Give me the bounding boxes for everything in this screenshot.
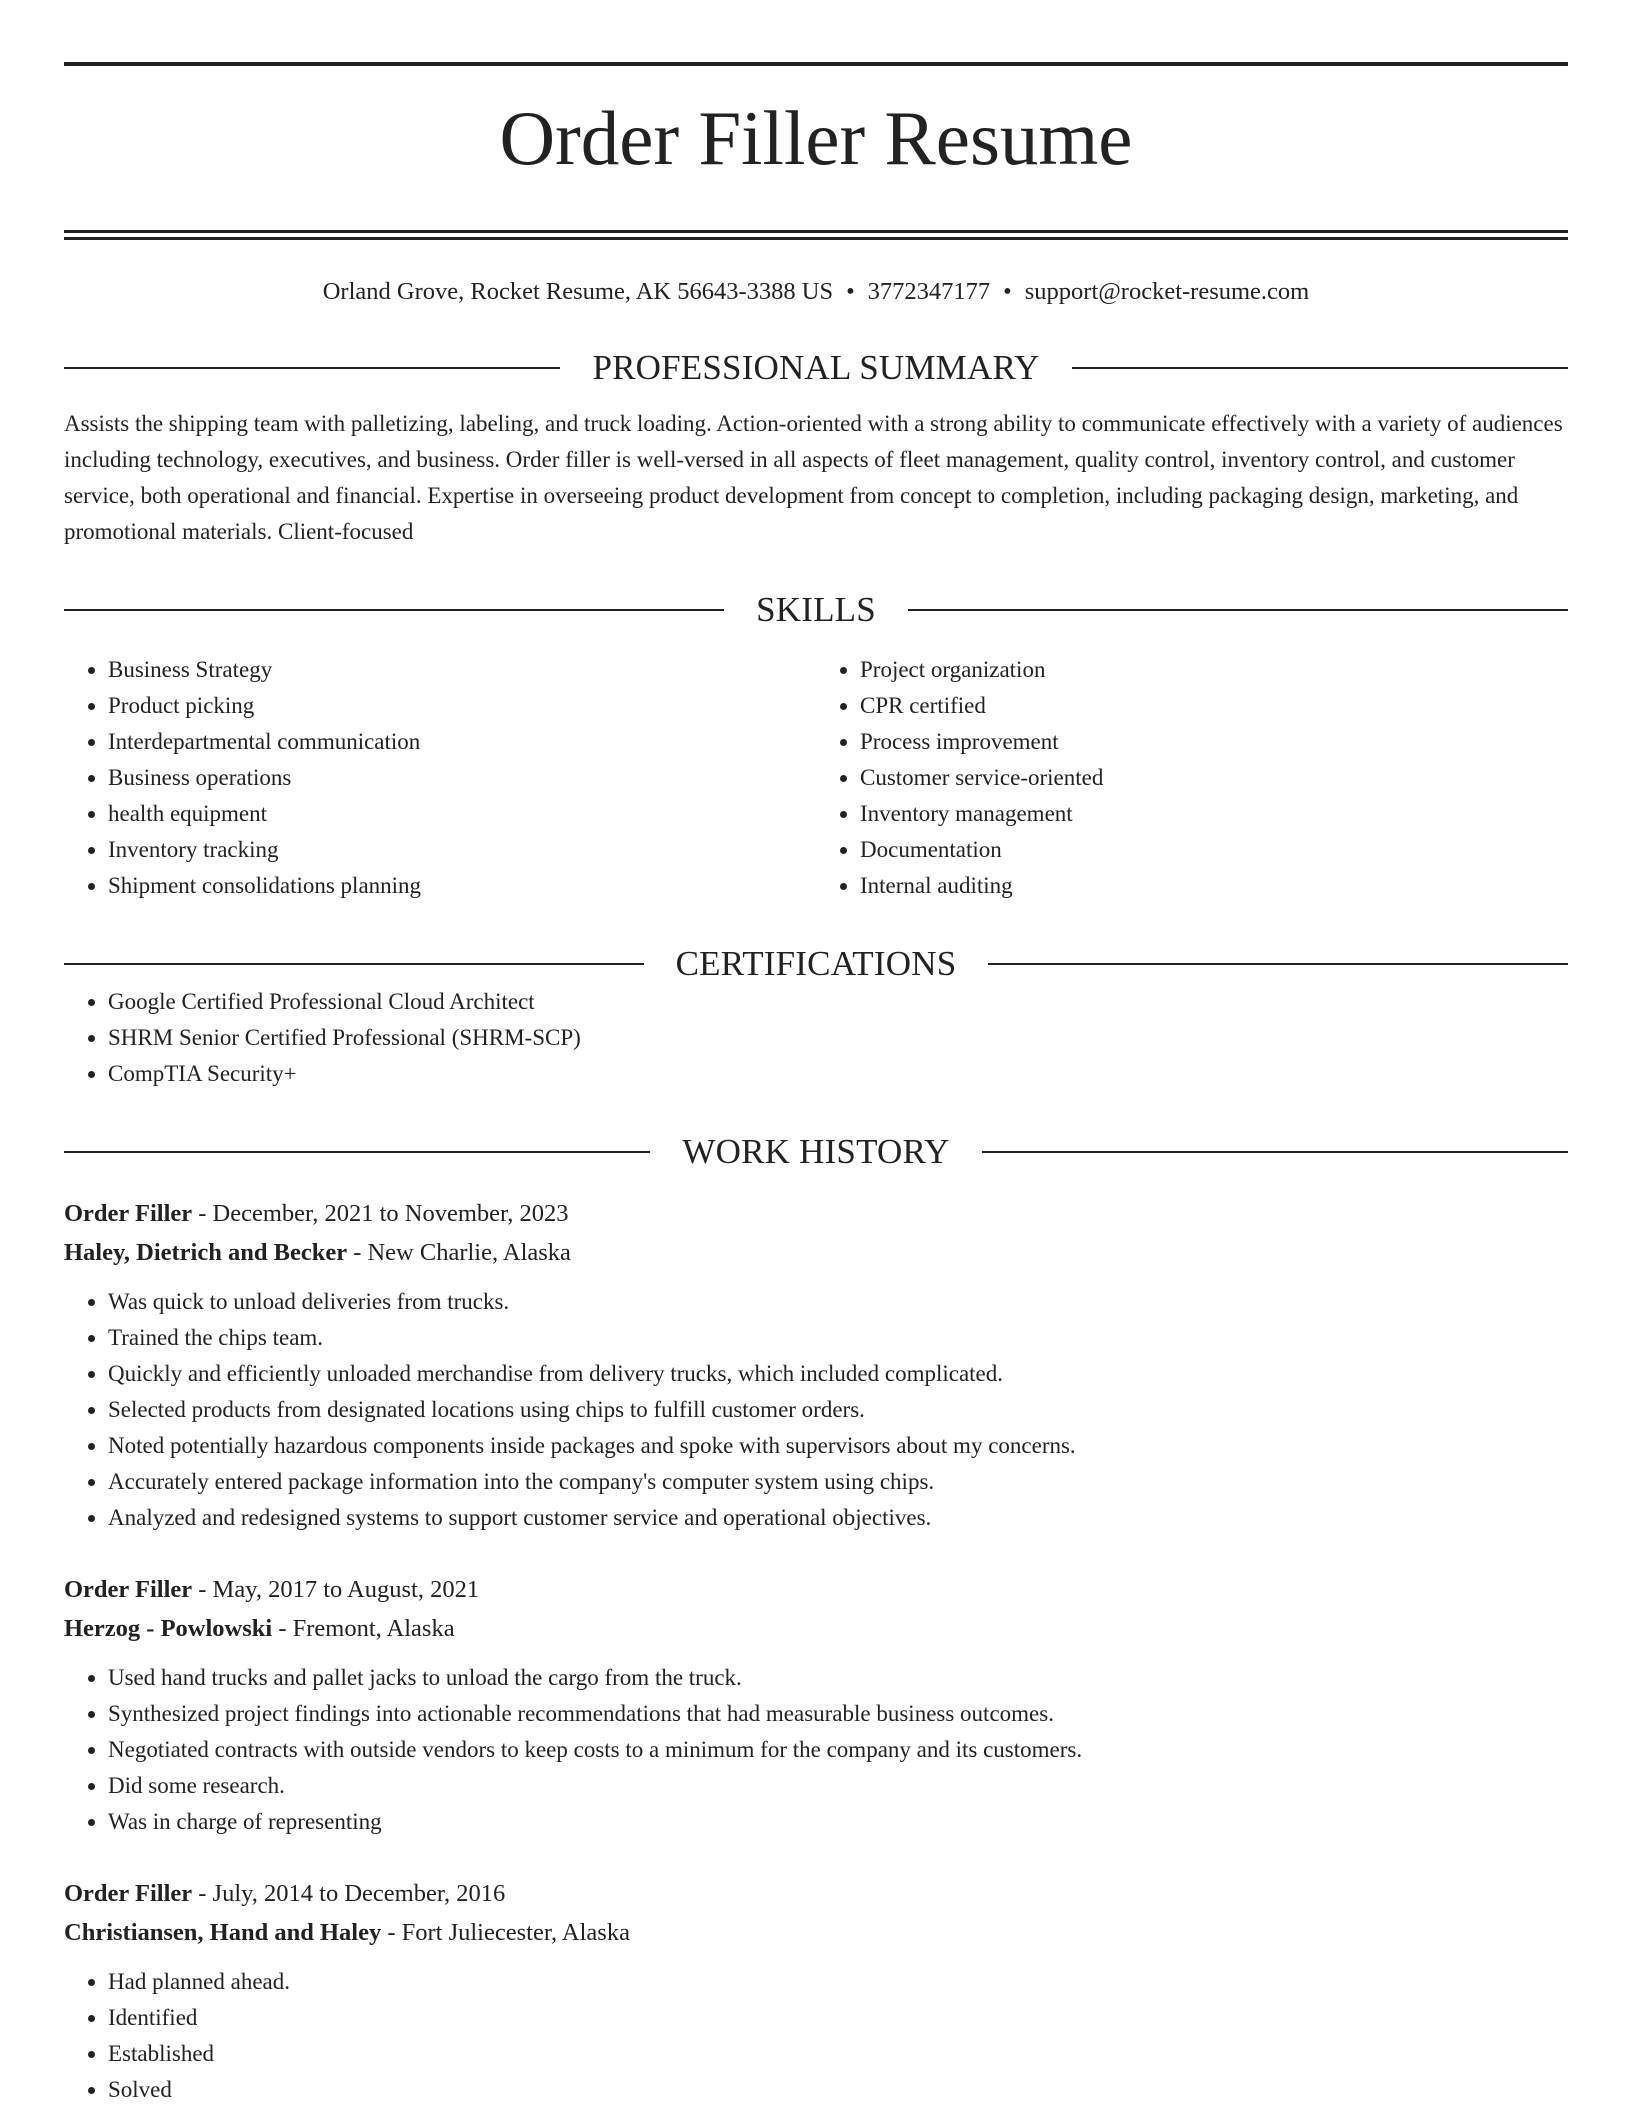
heading-rule-right <box>908 609 1568 611</box>
job-company: Herzog - Powlowski <box>64 1615 273 1642</box>
heading-rule-left <box>64 963 644 965</box>
skill-item: • Inventory tracking <box>108 832 816 868</box>
job-entry <box>64 1874 1568 2108</box>
job-duty-item: • Had planned ahead. <box>108 1964 1568 2000</box>
job-dates: - December, 2021 to November, 2023 <box>192 1200 569 1227</box>
job-location: - Fremont, Alaska <box>272 1615 455 1642</box>
certification-item: • Google Certified Professional Cloud Architect <box>108 984 1568 1020</box>
job-duty-item: • Quickly and efficiently unloaded merchandise from delivery trucks, which included complicated. <box>108 1356 1568 1392</box>
contact-phone: 3772347177 <box>867 278 991 305</box>
job-duty-item: • Analyzed and redesigned systems to support customer service and operational objectives. <box>108 1500 1568 1536</box>
skill-item: • Business operations <box>108 760 816 796</box>
skills-list <box>64 652 1568 904</box>
summary-heading <box>64 348 1568 388</box>
skill-item: • Inventory management <box>860 796 1568 832</box>
job-entry <box>64 1570 1568 1840</box>
contact-separator: • <box>846 278 855 305</box>
job-duty-item: • Solved <box>108 2072 1568 2108</box>
skill-item: • CPR certified <box>860 688 1568 724</box>
job-duties <box>64 1284 1568 1536</box>
job-dates: - May, 2017 to August, 2021 <box>192 1576 480 1603</box>
heading-rule-left <box>64 1151 650 1153</box>
skill-item: • health equipment <box>108 796 816 832</box>
skill-item: • Project organization <box>860 652 1568 688</box>
job-title-line <box>64 1874 1568 1913</box>
job-title: Order Filler <box>64 1576 193 1603</box>
top-rule <box>64 62 1568 66</box>
job-location: - New Charlie, Alaska <box>347 1239 571 1266</box>
job-duty-item: • Used hand trucks and pallet jacks to unload the cargo from the truck. <box>108 1660 1568 1696</box>
job-company-line <box>64 1913 1568 1952</box>
job-title: Order Filler <box>64 1880 193 1907</box>
certifications-heading-label: CERTIFICATIONS <box>675 944 957 983</box>
job-title-line <box>64 1570 1568 1609</box>
heading-rule-left <box>64 367 560 369</box>
job-title: Order Filler <box>64 1200 193 1227</box>
job-duty-item: • Established <box>108 2036 1568 2072</box>
job-dates: - July, 2014 to December, 2016 <box>192 1880 506 1907</box>
job-company: Christiansen, Hand and Haley <box>64 1919 382 1946</box>
heading-rule-right <box>988 963 1568 965</box>
summary-heading-label: PROFESSIONAL SUMMARY <box>592 348 1040 387</box>
job-duty-item: • Negotiated contracts with outside vendors to keep costs to a minimum for the company and its customers. <box>108 1732 1568 1768</box>
skill-item: • Documentation <box>860 832 1568 868</box>
job-company-line <box>64 1609 1568 1648</box>
work-history-heading <box>64 1132 1568 1172</box>
job-duty-item: • Noted potentially hazardous components inside packages and spoke with supervisors about my concerns. <box>108 1428 1568 1464</box>
job-duties <box>64 1660 1568 1840</box>
certifications-list <box>64 984 1568 1092</box>
job-title-line <box>64 1194 1568 1233</box>
heading-rule-left <box>64 609 724 611</box>
job-location: - Fort Juliecester, Alaska <box>381 1919 630 1946</box>
job-duty-item: • Trained the chips team. <box>108 1320 1568 1356</box>
job-company: Haley, Dietrich and Becker <box>64 1239 348 1266</box>
skill-item: • Product picking <box>108 688 816 724</box>
job-duty-item: • Was quick to unload deliveries from trucks. <box>108 1284 1568 1320</box>
job-duty-item: • Accurately entered package information into the company's computer system using chips. <box>108 1464 1568 1500</box>
job-company-line <box>64 1233 1568 1272</box>
job-duty-item: • Selected products from designated locations using chips to fulfill customer orders. <box>108 1392 1568 1428</box>
skill-item: • Process improvement <box>860 724 1568 760</box>
resume-title: Order Filler Resume <box>499 95 1133 181</box>
job-duty-item: • Did some research. <box>108 1768 1568 1804</box>
heading-rule-right <box>982 1151 1568 1153</box>
skills-heading <box>64 590 1568 630</box>
title-double-rule <box>64 230 1568 240</box>
skill-item: • Business Strategy <box>108 652 816 688</box>
summary-text: Assists the shipping team with palletizing, labeling, and truck loading. Action-oriented with a strong ability to communicate effectively with a variety of audiences including technology, executives, and business. Order filler is well-versed in all aspects of fleet management, quality control, inventory control, and customer service, both operational and financial. Expertise in overseeing product development from concept to completion, including packaging design, marketing, and promotional materials. Client-focused <box>64 411 1563 544</box>
job-duty-item: • Was in charge of representing <box>108 1804 1568 1840</box>
skill-item: • Interdepartmental communication <box>108 724 816 760</box>
contact-line <box>64 276 1568 308</box>
job-duty-item: • Synthesized project findings into actionable recommendations that had measurable business outcomes. <box>108 1696 1568 1732</box>
heading-rule-right <box>1072 367 1568 369</box>
contact-email: support@rocket-resume.com <box>1024 278 1310 305</box>
contact-address: Orland Grove, Rocket Resume, AK 56643-3388 US <box>322 278 834 305</box>
work-history-heading-label: WORK HISTORY <box>682 1132 950 1171</box>
skills-column-left <box>64 652 816 904</box>
job-entry <box>64 1194 1568 1536</box>
job-duties <box>64 1964 1568 2108</box>
certification-item: • CompTIA Security+ <box>108 1056 1568 1092</box>
certification-item: • SHRM Senior Certified Professional (SHRM-SCP) <box>108 1020 1568 1056</box>
skills-column-right <box>816 652 1568 904</box>
skill-item: • Customer service-oriented <box>860 760 1568 796</box>
certifications-heading <box>64 944 1568 984</box>
contact-separator: • <box>1003 278 1012 305</box>
skill-item: • Internal auditing <box>860 868 1568 904</box>
skills-heading-label: SKILLS <box>756 590 876 629</box>
skill-item: • Shipment consolidations planning <box>108 868 816 904</box>
job-duty-item: • Identified <box>108 2000 1568 2036</box>
